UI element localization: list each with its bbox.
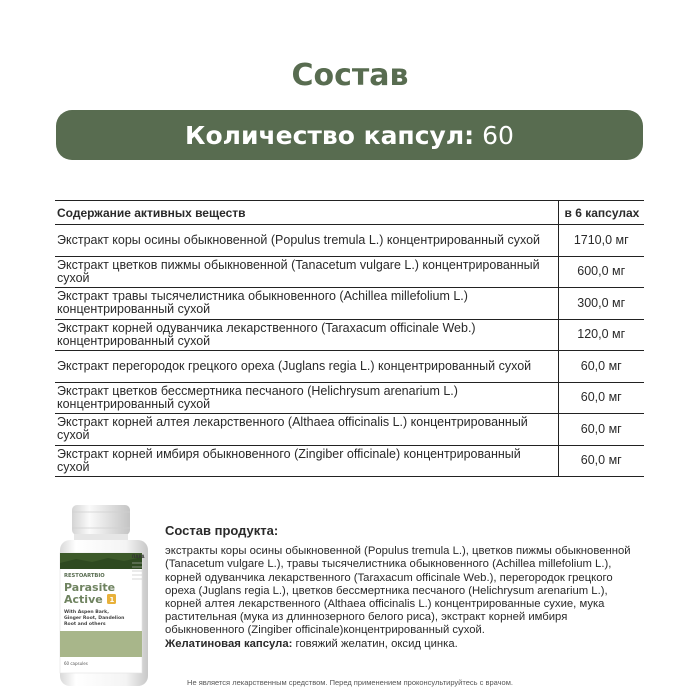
table-row <box>55 256 644 288</box>
ingredient-amount: 60,0 мг <box>558 414 644 446</box>
bottle-badge: 1 <box>109 596 115 604</box>
product-composition-heading: Состав продукта: <box>165 523 279 538</box>
bottle-brand: RESTOARTBIO <box>64 573 105 579</box>
ingredient-amount: 60,0 мг <box>558 382 644 414</box>
bottle-subtitle-line: Root and others <box>64 622 106 627</box>
table-row <box>55 351 644 383</box>
table-row <box>55 319 644 351</box>
bottle-cap <box>72 505 130 535</box>
page-title: Состав <box>291 58 409 93</box>
table-row <box>55 288 644 320</box>
table-row <box>55 382 644 414</box>
ingredient-name: Экстракт корней одуванчика лекарственного (Taraxacum officinale Web.) концентрированный сухой <box>55 319 558 351</box>
ingredient-name: Экстракт перегородок грецкого ореха (Juglans regia L.) концентрированный сухой <box>55 351 558 383</box>
capsule-count-label: Количество капсул: <box>185 120 475 150</box>
ingredient-amount: 1710,0 мг <box>558 225 644 257</box>
capsule-count-value: 60 <box>482 120 514 150</box>
disclaimer: Не является лекарственным средством. Перед применением проконсультируйтесь с врачом. <box>187 678 513 687</box>
ingredient-name: Экстракт корней имбиря обыкновенного (Zingiber officinale) концентрированный сухой <box>55 445 558 477</box>
bottle-product-line2: Active <box>64 593 103 606</box>
ingredient-amount: 600,0 мг <box>558 256 644 288</box>
bottle-subtitle-line: With Aspen Bark, <box>64 610 109 615</box>
ingredient-name: Экстракт цветков пижмы обыкновенной (Tanacetum vulgare L.) концентрированный сухой <box>55 256 558 288</box>
header-amount: в 6 капсулах <box>558 201 644 225</box>
ingredient-name: Экстракт цветков бессмертника песчаного (Helichrysum arenarium L.) концентрированный сухой <box>55 382 558 414</box>
table-row <box>55 225 644 257</box>
table-row <box>55 445 644 477</box>
ingredient-name: Экстракт корней алтея лекарственного (Althaea officinalis L.) концентрированный сухой <box>55 414 558 446</box>
capsule-value: говяжий желатин, оксид цинка. <box>292 637 458 650</box>
ingredient-name: Экстракт коры осины обыкновенной (Populus tremula L.) концентрированный сухой <box>55 225 558 257</box>
ingredient-amount: 60,0 мг <box>558 445 644 477</box>
product-bottle-image <box>56 503 152 689</box>
capsule-label: Желатиновая капсула: <box>165 637 293 650</box>
table-row <box>55 414 644 446</box>
product-composition-text: экстракты коры осины обыкновенной (Populus tremula L.), цветков пижмы обыкновенной (Tanacetum vulgare L.), травы тысячелистника обыкновенного (Achillea millefolium L.), корней одуванчика лекарственного (Taraxacum officinale Web.), перегородок грецкого ореха (Juglans regia L.), цветков бессмертника песчаного (Helichrysum arenarium L.), корней алтея лекарственного (Althaea officinalis L.) концентрированные сухие, мука растительная (мука из длиннозерного белого риса), экстракт корней имбиря обыкновенного (Zingiber officinale)концентрированный сухой. <box>165 545 631 637</box>
product-composition <box>165 524 643 651</box>
ingredient-amount: 120,0 мг <box>558 319 644 351</box>
composition-table <box>55 200 644 477</box>
ingredient-amount: 60,0 мг <box>558 351 644 383</box>
table-header-row <box>55 201 644 225</box>
bottle-capsule-count: 60 capsules <box>64 661 88 666</box>
bottle-subtitle-line: Ginger Root, Dandelion <box>64 616 125 621</box>
bottle-product-line1: Parasite <box>64 581 116 594</box>
capsule-info <box>165 638 643 651</box>
ingredient-amount: 300,0 мг <box>558 288 644 320</box>
bottle-side-text: ПАРА <box>132 554 145 559</box>
header-active-substances: Содержание активных веществ <box>55 201 558 225</box>
ingredient-name: Экстракт травы тысячелистника обыкновенного (Achillea millefolium L.) концентрированный сухой <box>55 288 558 320</box>
capsule-count-banner <box>56 110 643 160</box>
